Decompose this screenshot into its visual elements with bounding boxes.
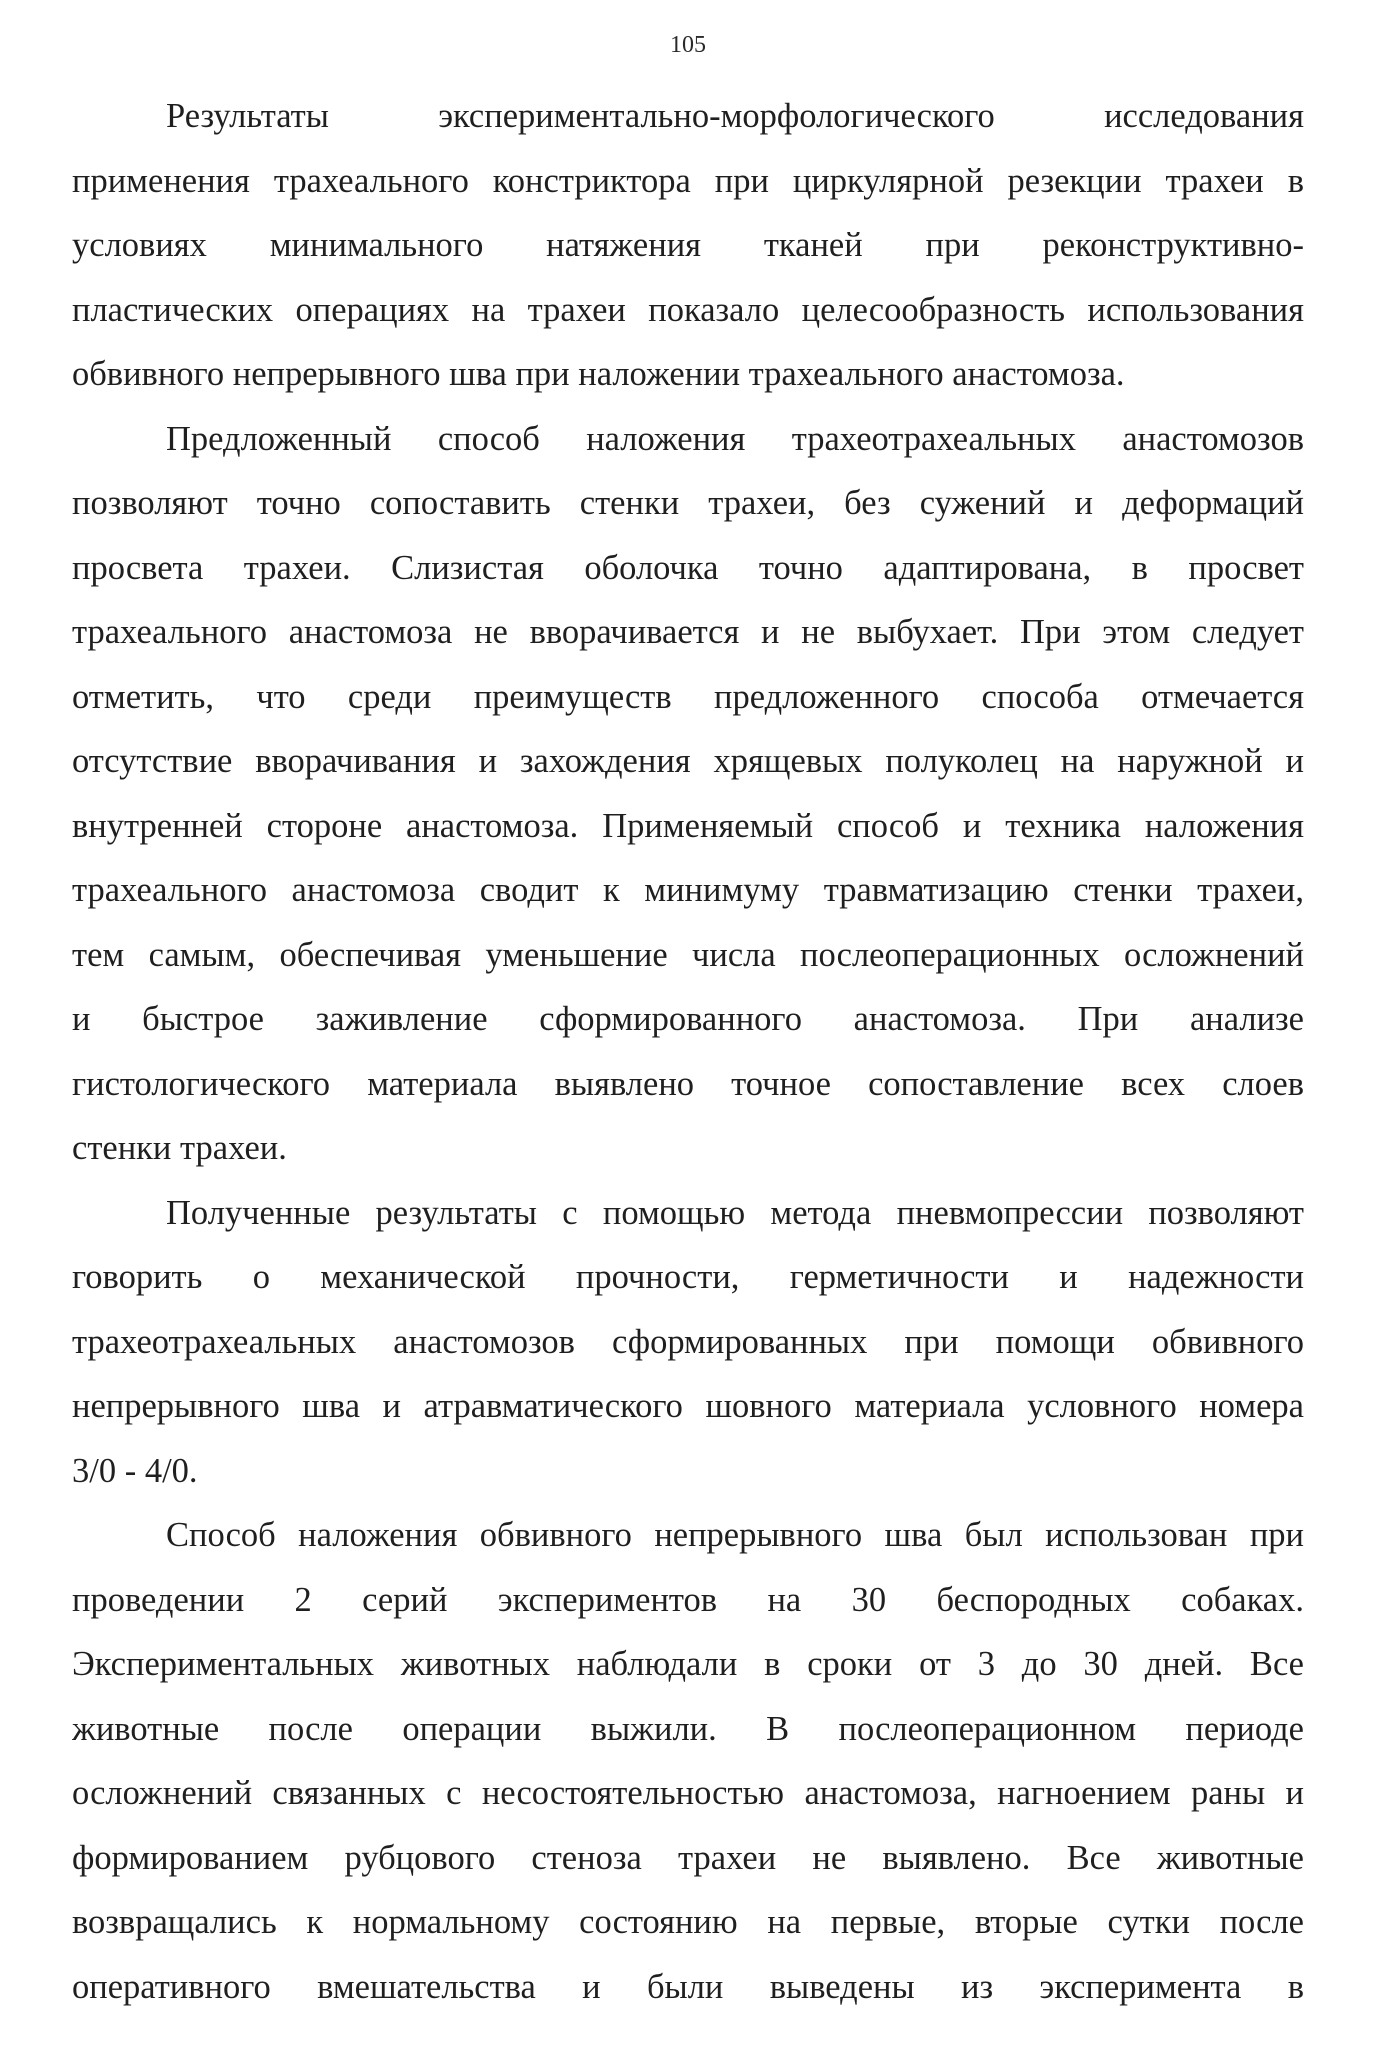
paragraph-3	[72, 1181, 1304, 1504]
text-line: просвета трахеи. Слизистая оболочка точно адаптирована, в просвет	[72, 548, 1304, 587]
text-line: Экспериментальных животных наблюдали в сроки от 3 до 30 дней. Все	[72, 1645, 1304, 1683]
text-line: применения трахеального констриктора при циркулярной резекции трахеи в	[72, 161, 1304, 200]
text-line: трахеального анастомоза не вворачивается и не выбухает. При этом следует	[72, 613, 1304, 651]
text-line: оперативного вмешательства и были выведены из эксперимента в	[72, 1967, 1304, 2006]
paragraph-1	[72, 84, 1304, 407]
text-line: Предложенный способ наложения трахеотрахеальных анастомозов	[166, 419, 1304, 458]
text-line: проведении 2 серий экспериментов на 30 беспородных собаках.	[72, 1580, 1304, 1619]
text-line: отсутствие вворачивания и захождения хрящевых полуколец на наружной и	[72, 742, 1304, 780]
body-text	[72, 84, 1304, 2019]
text-line: формированием рубцового стеноза трахеи не выявлено. Все животные	[72, 1838, 1304, 1877]
paragraph-4	[72, 1503, 1304, 2019]
text-line: гистологического материала выявлено точное сопоставление всех слоев	[72, 1064, 1304, 1103]
text-line: и быстрое заживление сформированного анастомоза. При анализе	[72, 1000, 1304, 1038]
text-line: позволяют точно сопоставить стенки трахеи, без сужений и деформаций	[72, 484, 1304, 522]
text-line: трахеотрахеальных анастомозов сформированных при помощи обвивного	[72, 1322, 1304, 1361]
text-line: условиях минимального натяжения тканей при реконструктивно-	[72, 226, 1304, 264]
text-line: Способ наложения обвивного непрерывного шва был использован при	[166, 1516, 1304, 1554]
paragraph-2	[72, 407, 1304, 1181]
text-line: трахеального анастомоза сводит к минимуму травматизацию стенки трахеи,	[72, 871, 1304, 909]
text-line: возвращались к нормальному состоянию на первые, вторые сутки после	[72, 1903, 1304, 1941]
text-line: 3/0 - 4/0.	[72, 1451, 198, 1490]
text-line: Полученные результаты с помощью метода пневмопрессии позволяют	[166, 1193, 1304, 1232]
text-line: Результаты экспериментально-морфологического исследования	[166, 97, 1304, 135]
text-line: внутренней стороне анастомоза. Применяемый способ и техника наложения	[72, 806, 1304, 845]
text-line: тем самым, обеспечивая уменьшение числа послеоперационных осложнений	[72, 935, 1304, 974]
text-line: обвивного непрерывного шва при наложении трахеального анастомоза.	[72, 355, 1125, 393]
text-line: непрерывного шва и атравматического шовного материала условного номера	[72, 1387, 1304, 1425]
text-line: отметить, что среди преимуществ предложенного способа отмечается	[72, 677, 1304, 716]
text-line: говорить о механической прочности, герметичности и надежности	[72, 1258, 1304, 1296]
text-line: осложнений связанных с несостоятельностью анастомоза, нагноением раны и	[72, 1774, 1304, 1812]
text-line: пластических операциях на трахеи показало целесообразность использования	[72, 290, 1304, 329]
text-line: стенки трахеи.	[72, 1129, 287, 1167]
text-line: животные после операции выжили. В послеоперационном периоде	[72, 1709, 1304, 1748]
page-number: 105	[670, 32, 706, 58]
